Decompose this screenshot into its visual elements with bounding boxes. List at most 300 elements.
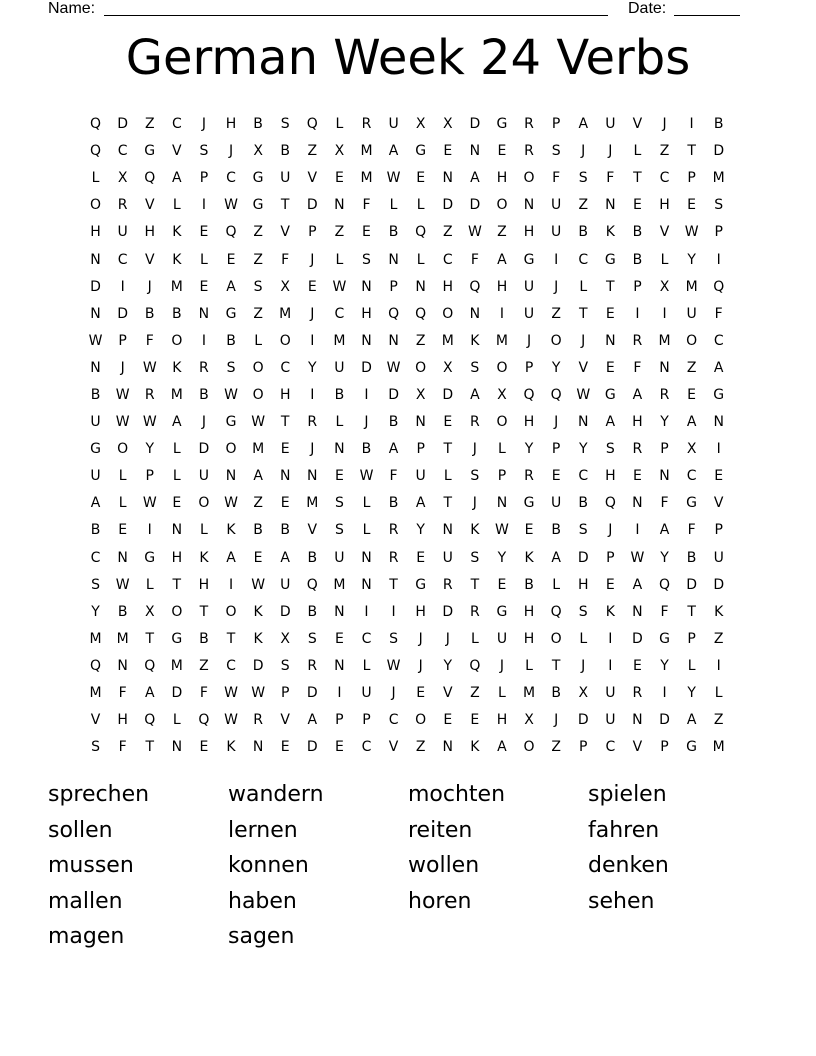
grid-letter: X (659, 278, 670, 295)
grid-row (82, 192, 734, 219)
grid-letter: T (633, 170, 642, 187)
grid-letter: V (144, 251, 155, 268)
grid-letter: A (551, 549, 561, 566)
grid-letter: G (252, 197, 264, 214)
grid-letter: S (578, 522, 588, 539)
grid-letter: Z (686, 359, 697, 376)
grid-letter: E (605, 359, 615, 376)
grid-letter: L (579, 630, 588, 647)
grid-letter: X (578, 685, 589, 702)
grid-letter: P (551, 441, 561, 458)
grid-letter: Y (660, 549, 669, 566)
grid-letter: P (660, 739, 669, 756)
grid-letter: E (714, 468, 724, 485)
grid-letter: J (391, 685, 396, 702)
grid-letter: U (334, 359, 345, 376)
grid-letter: P (524, 359, 534, 376)
grid-letter: G (659, 630, 670, 647)
grid-letter: W (224, 685, 238, 702)
word-bank-item: konnen (228, 853, 309, 878)
grid-letter: T (389, 576, 398, 593)
grid-letter: A (713, 359, 724, 376)
grid-row (82, 355, 734, 382)
grid-letter: A (686, 712, 697, 729)
grid-letter: Z (713, 630, 724, 647)
grid-letter: K (524, 549, 534, 566)
grid-letter: J (554, 414, 559, 431)
grid-letter: O (90, 197, 102, 214)
grid-letter: N (605, 332, 616, 349)
word-bank-item: sehen (588, 888, 655, 914)
grid-letter: T (687, 143, 696, 160)
grid-letter: J (554, 278, 559, 295)
grid-letter: X (524, 712, 534, 729)
grid-row (82, 517, 734, 544)
grid-letter: N (334, 657, 345, 674)
grid-letter: R (388, 549, 399, 566)
grid-letter: O (496, 414, 508, 431)
grid-letter: C (117, 251, 128, 268)
grid-letter: S (470, 468, 480, 485)
grid-letter: E (497, 576, 507, 593)
grid-letter: U (361, 685, 372, 702)
grid-letter: Y (551, 359, 561, 376)
grid-letter: Z (253, 495, 263, 512)
grid-letter: T (443, 441, 453, 458)
grid-letter: I (337, 685, 342, 702)
grid-letter: B (199, 386, 209, 403)
word-bank-item: mussen (48, 853, 134, 878)
grid-letter: U (605, 116, 616, 133)
grid-letter: W (630, 549, 645, 566)
grid-letter: X (280, 278, 290, 295)
grid-letter: Y (91, 603, 100, 620)
grid-letter: I (608, 630, 613, 647)
grid-letter: I (499, 305, 505, 322)
grid-letter: W (142, 359, 157, 376)
grid-letter: L (362, 522, 371, 539)
grid-letter: J (228, 143, 234, 160)
grid-letter: S (470, 359, 480, 376)
word-bank-item: sollen (48, 817, 113, 843)
grid-letter: I (662, 305, 667, 322)
grid-letter: G (225, 305, 237, 322)
grid-letter: W (467, 224, 482, 241)
grid-letter: D (577, 712, 589, 729)
grid-letter: Z (307, 143, 318, 160)
grid-letter: R (388, 522, 399, 539)
grid-letter: N (415, 414, 426, 431)
grid-letter: L (200, 251, 208, 268)
grid-letter: H (279, 386, 291, 403)
grid-letter: W (359, 468, 374, 485)
grid-letter: B (388, 224, 399, 241)
grid-letter: C (578, 468, 589, 485)
grid-letter: R (442, 576, 453, 593)
grid-letter: A (470, 170, 480, 187)
grid-letter: B (551, 522, 561, 539)
grid-letter: T (470, 576, 480, 593)
grid-letter: H (605, 468, 616, 485)
grid-letter: V (659, 224, 670, 241)
grid-letter: H (442, 278, 454, 295)
grid-letter: T (199, 603, 209, 620)
grid-letter: S (334, 495, 344, 512)
grid-letter: Y (660, 414, 669, 431)
grid-letter: Q (415, 305, 427, 322)
grid-letter: B (334, 386, 345, 403)
grid-letter: J (418, 630, 423, 647)
grid-letter: B (280, 522, 290, 539)
grid-letter: R (144, 386, 155, 403)
grid-letter: Z (144, 116, 155, 133)
grid-letter: E (416, 685, 426, 702)
grid-letter: E (280, 495, 290, 512)
grid-letter: Q (90, 143, 102, 160)
grid-letter: V (307, 522, 318, 539)
grid-letter: A (144, 685, 155, 702)
grid-letter: B (90, 386, 101, 403)
grid-letter: U (551, 224, 562, 241)
grid-letter: H (496, 278, 508, 295)
grid-letter: C (361, 630, 372, 647)
grid-letter: U (496, 630, 508, 647)
grid-letter: G (225, 414, 237, 431)
grid-letter: Z (334, 224, 345, 241)
grid-letter: V (172, 143, 182, 160)
grid-letter: U (280, 576, 291, 593)
grid-letter: P (551, 116, 561, 133)
grid-letter: M (360, 170, 373, 187)
grid-letter: Q (144, 657, 156, 674)
grid-letter: U (686, 305, 697, 322)
grid-letter: B (226, 332, 236, 349)
grid-letter: Q (144, 170, 156, 187)
grid-letter: E (632, 197, 642, 214)
grid-letter: E (118, 522, 128, 539)
grid-letter: U (117, 224, 128, 241)
grid-letter: H (659, 197, 670, 214)
grid-letter: J (499, 657, 505, 674)
grid-letter: A (415, 495, 426, 512)
grid-letter: S (280, 116, 290, 133)
grid-letter: U (90, 468, 101, 485)
grid-letter: E (253, 549, 263, 566)
grid-letter: K (470, 522, 480, 539)
grid-letter: C (171, 116, 182, 133)
grid-letter: G (90, 441, 101, 458)
grid-letter: F (660, 495, 669, 512)
grid-letter: O (117, 441, 129, 458)
grid-letter: N (334, 197, 345, 214)
word-bank-item: denken (588, 853, 669, 878)
grid-letter: B (117, 603, 128, 620)
grid-letter: X (144, 603, 155, 620)
grid-letter: Q (604, 495, 616, 512)
grid-letter: X (497, 386, 507, 403)
grid-letter: H (577, 576, 589, 593)
grid-letter: L (579, 278, 588, 295)
grid-letter: M (170, 657, 183, 674)
grid-letter: G (713, 386, 725, 403)
grid-letter: G (496, 116, 508, 133)
grid-letter: T (145, 630, 155, 647)
grid-letter: I (689, 116, 694, 133)
grid-letter: C (361, 739, 372, 756)
grid-letter: B (578, 224, 589, 241)
grid-letter: B (361, 441, 372, 458)
grid-letter: I (147, 522, 152, 539)
grid-letter: P (416, 441, 425, 458)
grid-letter: K (226, 739, 236, 756)
grid-letter: D (279, 603, 291, 620)
word-bank-item: sagen (228, 924, 295, 949)
grid-letter: M (712, 739, 725, 756)
grid-letter: F (714, 305, 723, 322)
grid-letter: M (333, 576, 346, 593)
word-bank-item: reiten (408, 817, 473, 843)
grid-letter: G (523, 251, 535, 268)
grid-letter: G (415, 576, 427, 593)
grid-letter: Z (551, 739, 561, 756)
grid-letter: L (633, 143, 642, 160)
grid-letter: N (361, 576, 372, 593)
grid-letter: D (361, 359, 372, 376)
grid-letter: N (225, 468, 237, 485)
name-blank-line (104, 15, 608, 16)
grid-letter: I (716, 441, 721, 458)
grid-letter: F (552, 170, 561, 187)
grid-letter: L (362, 657, 371, 674)
grid-letter: C (713, 332, 724, 349)
grid-letter: L (200, 522, 208, 539)
grid-letter: M (495, 332, 508, 349)
grid-letter: F (118, 685, 127, 702)
grid-letter: D (306, 739, 318, 756)
grid-letter: M (279, 305, 292, 322)
grid-letter: J (662, 116, 667, 133)
grid-letter: N (90, 359, 101, 376)
grid-letter: U (334, 549, 345, 566)
grid-letter: X (442, 359, 453, 376)
grid-letter: I (662, 685, 667, 702)
word-bank (48, 780, 768, 951)
grid-letter: B (388, 414, 399, 431)
grid-letter: Z (253, 251, 263, 268)
grid-letter: W (88, 332, 103, 349)
grid-letter: M (523, 685, 536, 702)
grid-letter: R (307, 414, 318, 431)
word-bank-item: fahren (588, 817, 660, 843)
grid-letter: L (362, 495, 371, 512)
grid-letter: H (171, 549, 183, 566)
grid-letter: S (578, 170, 588, 187)
grid-letter: L (443, 468, 452, 485)
grid-letter: Z (442, 224, 453, 241)
grid-row (82, 545, 734, 572)
grid-letter: D (713, 576, 725, 593)
grid-letter: B (172, 305, 182, 322)
grid-letter: D (117, 116, 129, 133)
grid-letter: L (335, 251, 344, 268)
grid-letter: T (443, 495, 453, 512)
grid-letter: Q (469, 278, 481, 295)
grid-letter: Q (306, 576, 318, 593)
grid-letter: L (416, 251, 425, 268)
grid-letter: U (523, 278, 535, 295)
grid-letter: E (632, 468, 642, 485)
grid-letter: N (388, 251, 399, 268)
grid-letter: P (606, 549, 615, 566)
grid-letter: G (604, 251, 616, 268)
grid-letter: T (606, 278, 615, 295)
grid-letter: E (443, 143, 453, 160)
grid-letter: R (199, 359, 209, 376)
grid-letter: J (608, 143, 613, 160)
grid-letter: J (581, 143, 586, 160)
grid-letter: B (388, 495, 399, 512)
grid-letter: R (469, 414, 480, 431)
grid-letter: N (90, 305, 101, 322)
grid-letter: O (225, 441, 237, 458)
grid-letter: K (605, 224, 615, 241)
grid-letter: Z (551, 305, 561, 322)
grid-letter: S (280, 657, 290, 674)
grid-letter: K (199, 549, 209, 566)
grid-letter: E (334, 739, 344, 756)
grid-letter: U (442, 549, 453, 566)
grid-letter: V (632, 116, 643, 133)
grid-letter: A (307, 712, 318, 729)
grid-letter: Q (306, 116, 318, 133)
grid-letter: I (608, 657, 613, 674)
grid-letter: L (498, 441, 506, 458)
grid-letter: D (442, 603, 454, 620)
grid-letter: U (280, 170, 291, 187)
grid-letter: Q (388, 305, 400, 322)
grid-letter: X (117, 170, 128, 187)
grid-letter: U (551, 495, 562, 512)
grid-letter: N (577, 414, 589, 431)
grid-letter: Y (145, 441, 155, 458)
grid-row (82, 680, 734, 707)
grid-row (82, 463, 734, 490)
grid-letter: W (386, 359, 401, 376)
grid-letter: W (224, 495, 238, 512)
grid-letter: R (307, 657, 318, 674)
grid-letter: B (551, 685, 561, 702)
grid-letter: E (334, 468, 344, 485)
grid-letter: C (117, 143, 128, 160)
grid-letter: X (415, 116, 426, 133)
grid-letter: D (117, 305, 129, 322)
grid-letter: I (635, 522, 640, 539)
grid-letter: A (90, 495, 101, 512)
grid-letter: N (171, 739, 183, 756)
grid-letter: L (335, 116, 344, 133)
grid-letter: K (253, 603, 263, 620)
grid-letter: N (469, 143, 481, 160)
grid-letter: V (578, 359, 589, 376)
grid-letter: W (386, 170, 401, 187)
grid-letter: T (551, 657, 561, 674)
grid-letter: C (659, 170, 670, 187)
grid-letter: Z (199, 657, 209, 674)
grid-letter: I (201, 197, 206, 214)
grid-letter: J (310, 251, 315, 268)
grid-letter: J (147, 278, 152, 295)
grid-letter: I (635, 305, 640, 322)
grid-letter: V (144, 197, 155, 214)
grid-letter: F (633, 359, 642, 376)
grid-letter: W (576, 386, 591, 403)
grid-letter: C (334, 305, 345, 322)
grid-letter: N (632, 603, 643, 620)
grid-letter: B (632, 224, 643, 241)
grid-letter: R (524, 143, 534, 160)
grid-letter: Z (415, 332, 426, 349)
grid-letter: N (469, 305, 481, 322)
grid-letter: U (388, 116, 399, 133)
grid-letter: R (253, 712, 263, 729)
grid-letter: Y (497, 549, 507, 566)
grid-letter: J (581, 332, 586, 349)
grid-letter: Z (497, 224, 507, 241)
grid-letter: J (581, 657, 586, 674)
grid-letter: I (310, 386, 315, 403)
grid-letter: N (307, 468, 318, 485)
grid-letter: O (252, 359, 264, 376)
grid-letter: B (307, 603, 318, 620)
grid-letter: A (226, 278, 236, 295)
grid-letter: Z (659, 143, 670, 160)
grid-letter: W (224, 386, 238, 403)
grid-letter: O (523, 739, 535, 756)
word-bank-item: wandern (228, 782, 324, 807)
grid-letter: Q (415, 224, 427, 241)
grid-letter: F (606, 170, 615, 187)
grid-row (82, 138, 734, 165)
grid-letter: G (144, 549, 156, 566)
grid-letter: L (118, 468, 127, 485)
grid-letter: W (142, 414, 157, 431)
grid-letter: S (470, 549, 480, 566)
grid-letter: U (605, 685, 616, 702)
grid-letter: V (307, 170, 318, 187)
grid-letter: N (117, 657, 128, 674)
grid-letter: I (364, 386, 369, 403)
page-title: German Week 24 Verbs (125, 30, 691, 86)
grid-letter: G (144, 143, 156, 160)
grid-letter: E (605, 576, 615, 593)
grid-row (82, 165, 734, 192)
grid-letter: W (332, 278, 347, 295)
grid-letter: B (578, 495, 589, 512)
grid-letter: E (497, 143, 507, 160)
grid-letter: A (632, 386, 643, 403)
grid-letter: N (334, 441, 345, 458)
grid-letter: T (226, 630, 236, 647)
grid-letter: B (144, 305, 155, 322)
grid-letter: N (252, 739, 264, 756)
grid-letter: P (335, 712, 344, 729)
grid-letter: F (362, 197, 371, 214)
grid-letter: O (496, 359, 508, 376)
grid-letter: A (686, 414, 697, 431)
grid-letter: A (280, 549, 290, 566)
grid-letter: T (145, 739, 155, 756)
grid-letter: Q (225, 224, 237, 241)
